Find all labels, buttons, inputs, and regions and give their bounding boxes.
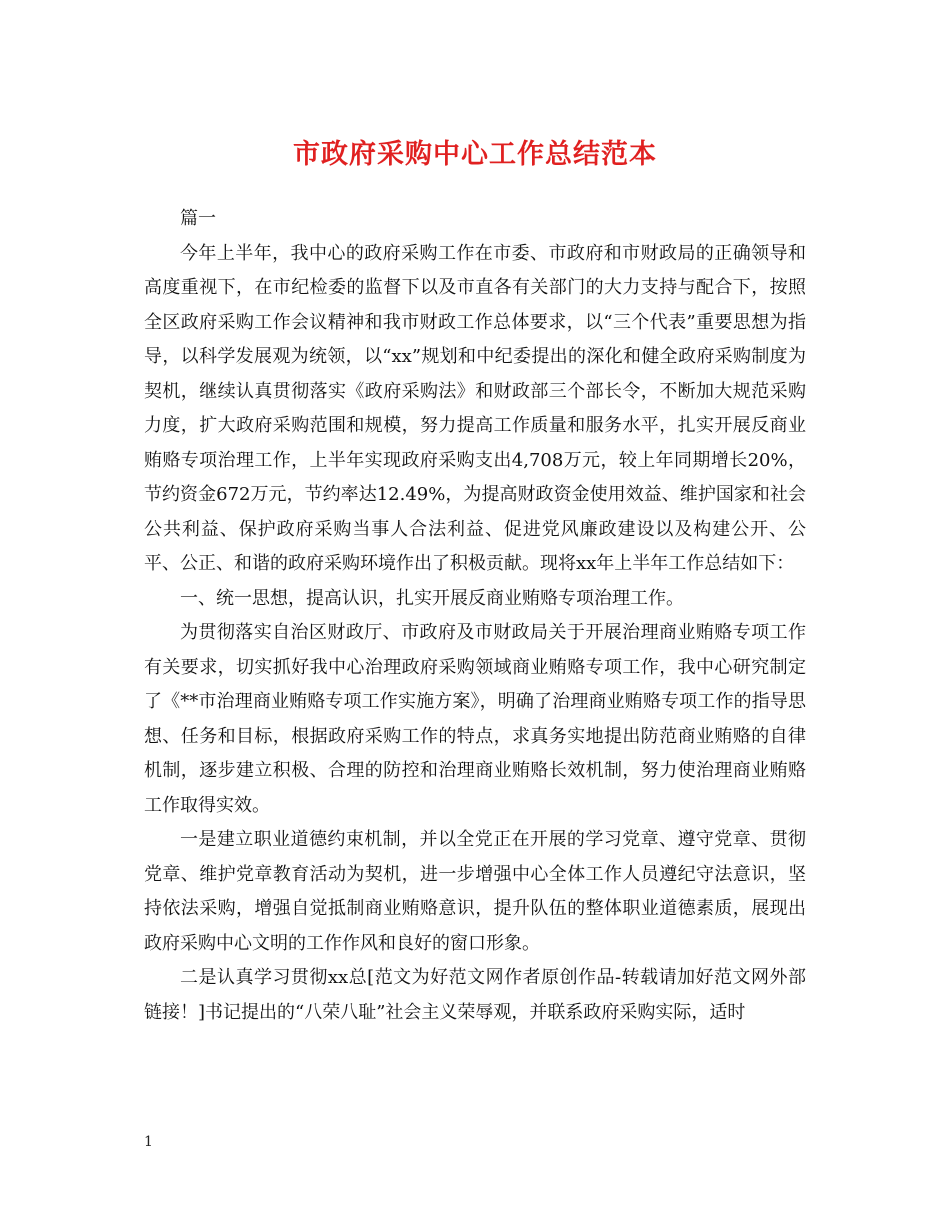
paragraph: 二是认真学习贯彻xx总[范文为好范文网作者原创作品-转载请加好范文网外部链接！]书记提出的“八荣八耻”社会主义荣辱观，并联系政府采购实际，适时	[144, 967, 806, 1023]
paragraph: 一、统一思想，提高认识，扎实开展反商业贿赂专项治理工作。	[180, 587, 684, 609]
page-number: 1	[144, 1134, 153, 1150]
document-body	[144, 202, 806, 1030]
section-heading: 篇一	[180, 208, 216, 229]
paragraph: 一是建立职业道德约束机制，并以全党正在开展的学习党章、遵守党章、贯彻党章、维护党章教育活动为契机，进一步增强中心全体工作人员遵纪守法意识，坚持依法采购，增强自觉抵制商业贿赂意识，提升队伍的整体职业道德素质，展现出政府采购中心文明的工作作风和良好的窗口形象。	[144, 829, 806, 954]
paragraph: 为贯彻落实自治区财政厅、市政府及市财政局关于开展治理商业贿赂专项工作有关要求，切实抓好我中心治理政府采购领域商业贿赂专项工作，我中心研究制定了《**市治理商业贿赂专项工作实施方案》，明确了治理商业贿赂专项工作的指导思想、任务和目标，根据政府采购工作的特点，求真务实地提出防范商业贿赂的自律机制，逐步建立积极、合理的防控和治理商业贿赂长效机制，努力使治理商业贿赂工作取得实效。	[144, 622, 806, 816]
paragraph: 今年上半年，我中心的政府采购工作在市委、市政府和市财政局的正确领导和高度重视下，在市纪检委的监督下以及市直各有关部门的大力支持与配合下，按照全区政府采购工作会议精神和我市财政工作总体要求，以“三个代表”重要思想为指导，以科学发展观为统领，以“xx”规划和中纪委提出的深化和健全政府采购制度为契机，继续认真贯彻落实《政府采购法》和财政部三个部长令，不断加大规范采购力度，扩大政府采购范围和规模，努力提高工作质量和服务水平，扎实开展反商业贿赂专项治理工作，上半年实现政府采购支出4,708万元，较上年同期增长20%，节约资金672万元，节约率达12.49%，为提高财政资金使用效益、维护国家和社会公共利益、保护政府采购当事人合法利益、促进党风廉政建设以及构建公开、公平、公正、和谐的政府采购环境作出了积极贡献。现将xx年上半年工作总结如下：	[144, 242, 806, 574]
document-title: 市政府采购中心工作总结范本	[293, 139, 657, 170]
